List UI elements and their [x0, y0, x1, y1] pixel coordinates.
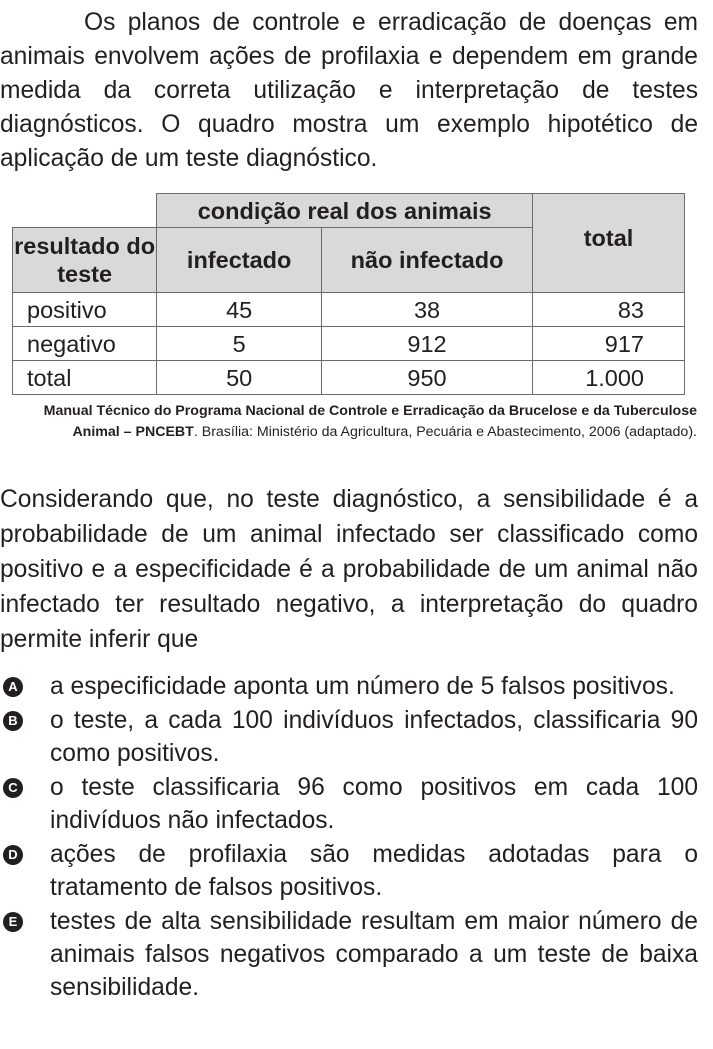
intro-paragraph: Os planos de controle e erradicação de doenças em animais envolvem ações de profilaxia e dependem em grande medida da correta utilização e interpretação de testes diagnósticos. O quadro mostra um exemplo hipotético de aplicação de um teste diagnóstico. — [0, 9, 698, 172]
cell-infectado: 45 — [157, 293, 322, 327]
cell-nao-infectado: 912 — [322, 327, 533, 361]
option-a[interactable] — [0, 670, 698, 703]
option-text: testes de alta sensibilidade resultam em maior número de animais falsos negativos comparado a um teste de baixa sensibilidade. — [50, 908, 698, 1001]
answer-options — [0, 670, 698, 1005]
row-header — [13, 228, 157, 293]
cell-nao-infectado: 38 — [322, 293, 533, 327]
table-row — [13, 327, 685, 361]
option-b[interactable] — [0, 704, 698, 770]
option-c[interactable] — [0, 771, 698, 837]
option-letter-icon: B — [3, 711, 23, 731]
option-text: o teste classificaria 96 como positivos em cada 100 indivíduos não infectados. — [50, 774, 698, 834]
cell-infectado: 5 — [157, 327, 322, 361]
option-d[interactable] — [0, 838, 698, 904]
citation-title: Manual Técnico do Programa Nacional de Controle e Erradicação da Brucelose e da Tuberculose Animal – PNCEBT — [43, 403, 697, 440]
cell-nao-infectado: 950 — [322, 361, 533, 395]
diagnostic-table — [12, 193, 685, 395]
total-header: total — [533, 194, 685, 293]
option-text: a especificidade aponta um número de 5 falsos positivos. — [50, 673, 675, 700]
header-infectado: infectado — [157, 228, 322, 293]
row-label: positivo — [13, 293, 157, 327]
table-row — [13, 361, 685, 395]
row-label: negativo — [13, 327, 157, 361]
citation-details: . Brasília: Ministério da Agricultura, Pecuária e Abastecimento, 2006 (adaptado). — [193, 424, 697, 440]
option-letter-icon: A — [3, 677, 23, 697]
group-header: condição real dos animais — [157, 194, 533, 228]
question-stem: Considerando que, no teste diagnóstico, a sensibilidade é a probabilidade de um animal infectado ser classificado como positivo e a especificidade é a probabilidade de um animal não infectado ter resultado negativo, a interpretação do quadro permite inferir que — [0, 486, 698, 653]
option-text: ações de profilaxia são medidas adotadas para o tratamento de falsos positivos. — [50, 841, 698, 901]
row-label: total — [13, 361, 157, 395]
cell-total: 917 — [533, 327, 685, 361]
cell-total: 83 — [533, 293, 685, 327]
option-letter-icon: E — [3, 912, 23, 932]
header-nao-infectado: não infectado — [322, 228, 533, 293]
cell-total: 1.000 — [533, 361, 685, 395]
option-text: o teste, a cada 100 indivíduos infectados, classificaria 90 como positivos. — [50, 707, 698, 767]
table-row — [13, 293, 685, 327]
option-letter-icon: D — [3, 845, 23, 865]
option-letter-icon: C — [3, 778, 23, 798]
citation — [17, 401, 697, 443]
row-header-text: resultado do teste — [14, 233, 156, 287]
table-corner — [13, 194, 157, 228]
cell-infectado: 50 — [157, 361, 322, 395]
option-e[interactable] — [0, 905, 698, 1004]
